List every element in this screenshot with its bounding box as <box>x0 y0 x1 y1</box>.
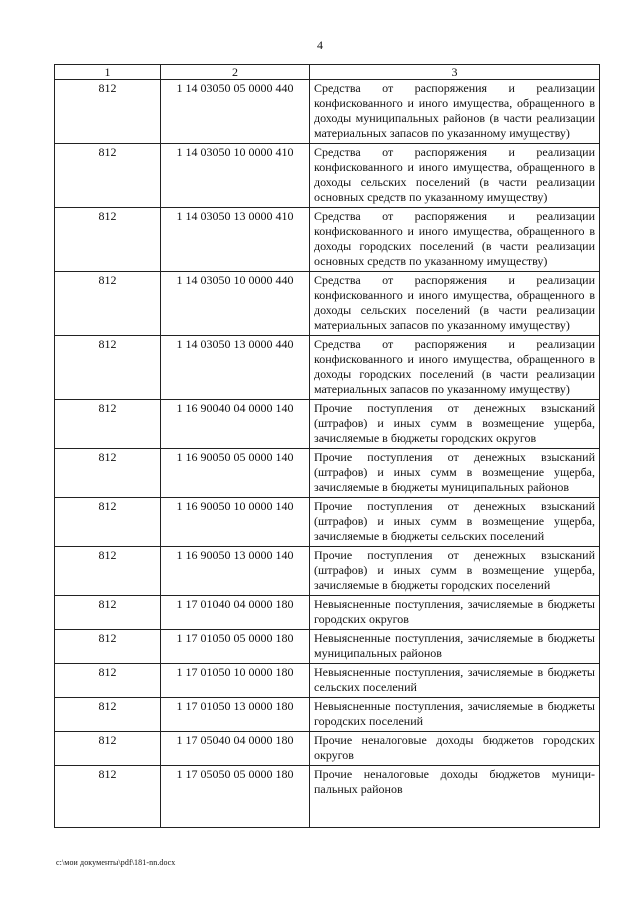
admin-code-cell: 812 <box>55 144 161 208</box>
revenue-code-cell: 1 17 01050 13 0000 180 <box>161 698 310 732</box>
admin-code-cell: 812 <box>55 732 161 766</box>
admin-code-cell: 812 <box>55 336 161 400</box>
description-cell: Средства от распоряжения и реализации конфискованного и иного имущества, обращенного в доходы городских поселений (в части реализации основных средств по указанному имуществу) <box>310 208 600 272</box>
admin-code-cell: 812 <box>55 596 161 630</box>
page-number: 4 <box>317 38 323 52</box>
revenue-code-cell: 1 17 01040 04 0000 180 <box>161 596 310 630</box>
description-cell: Прочие неналоговые доходы бюджетов городских округов <box>310 732 600 766</box>
revenue-code-cell: 1 17 05040 04 0000 180 <box>161 732 310 766</box>
table-row <box>55 732 600 766</box>
revenue-code-cell: 1 14 03050 10 0000 410 <box>161 144 310 208</box>
admin-code-cell: 812 <box>55 664 161 698</box>
table-row <box>55 400 600 449</box>
admin-code-cell: 812 <box>55 80 161 144</box>
description-cell: Средства от распоряжения и реализации конфискованного и иного имущества, обращенного в доходы сельских поселений (в части реализации основных средств по указанному имуществу) <box>310 144 600 208</box>
admin-code-cell: 812 <box>55 400 161 449</box>
table-row <box>55 698 600 732</box>
table-row <box>55 336 600 400</box>
revenue-code-cell: 1 16 90050 13 0000 140 <box>161 547 310 596</box>
description-cell: Средства от распоряжения и реализации конфискованного и иного имущества, обращенного в доходы сельских поселений (в части реализации материальных запасов по указанному имуществу) <box>310 272 600 336</box>
description-cell: Средства от распоряжения и реализации конфискованного и иного имущества, обращенного в доходы городских поселений (в части реализации материальных запасов по указанному имуществу) <box>310 336 600 400</box>
description-cell: Невыясненные поступления, зачисляемые в бюджеты городских округов <box>310 596 600 630</box>
admin-code-cell: 812 <box>55 449 161 498</box>
table-row <box>55 272 600 336</box>
table-row <box>55 208 600 272</box>
table-header-row <box>55 65 600 80</box>
table-row <box>55 664 600 698</box>
table-row <box>55 449 600 498</box>
admin-code-cell: 812 <box>55 547 161 596</box>
table-row <box>55 498 600 547</box>
revenue-code-cell: 1 16 90050 05 0000 140 <box>161 449 310 498</box>
admin-code-cell: 812 <box>55 698 161 732</box>
revenue-code-cell: 1 14 03050 05 0000 440 <box>161 80 310 144</box>
revenue-code-cell: 1 17 05050 05 0000 180 <box>161 766 310 828</box>
revenue-code-cell: 1 16 90040 04 0000 140 <box>161 400 310 449</box>
description-cell: Невыясненные поступления, зачисляемые в бюджеты городских поселений <box>310 698 600 732</box>
revenue-codes-table <box>54 64 600 828</box>
revenue-code-cell: 1 14 03050 13 0000 410 <box>161 208 310 272</box>
table-row <box>55 630 600 664</box>
revenue-code-cell: 1 14 03050 10 0000 440 <box>161 272 310 336</box>
description-cell: Прочие поступления от денежных взысканий (штрафов) и иных сумм в возмещение ущерба, зачисляемые в бюджеты городских поселений <box>310 547 600 596</box>
column-header-3: 3 <box>310 65 600 80</box>
column-header-1: 1 <box>55 65 161 80</box>
admin-code-cell: 812 <box>55 498 161 547</box>
revenue-code-cell: 1 17 01050 10 0000 180 <box>161 664 310 698</box>
description-cell: Прочие поступления от денежных взысканий (штрафов) и иных сумм в возмещение ущерба, зачисляемые в бюджеты городских округов <box>310 400 600 449</box>
table-row <box>55 547 600 596</box>
description-cell: Прочие поступления от денежных взысканий (штрафов) и иных сумм в возмещение ущерба, зачисляемые в бюджеты муниципальных районов <box>310 449 600 498</box>
admin-code-cell: 812 <box>55 630 161 664</box>
revenue-code-cell: 1 14 03050 13 0000 440 <box>161 336 310 400</box>
table-row <box>55 766 600 828</box>
description-cell: Прочие неналоговые доходы бюджетов муниципальных районов <box>310 766 600 828</box>
column-header-2: 2 <box>161 65 310 80</box>
admin-code-cell: 812 <box>55 272 161 336</box>
description-cell: Невыясненные поступления, зачисляемые в бюджеты муниципальных районов <box>310 630 600 664</box>
revenue-code-cell: 1 17 01050 05 0000 180 <box>161 630 310 664</box>
revenue-code-cell: 1 16 90050 10 0000 140 <box>161 498 310 547</box>
table-row <box>55 596 600 630</box>
admin-code-cell: 812 <box>55 208 161 272</box>
description-cell: Невыясненные поступления, зачисляемые в бюджеты сельских поселений <box>310 664 600 698</box>
footer-file-path: c:\мои документы\pdf\181-nn.docx <box>56 858 176 867</box>
description-cell: Прочие поступления от денежных взысканий (штрафов) и иных сумм в возмещение ущерба, зачисляемые в бюджеты сельских поселений <box>310 498 600 547</box>
table-row <box>55 80 600 144</box>
description-cell: Средства от распоряжения и реализации конфискованного и иного имущества, обращенного в доходы муниципальных районов (в части реализации материальных запасов по указанному имуществу) <box>310 80 600 144</box>
table-row <box>55 144 600 208</box>
admin-code-cell: 812 <box>55 766 161 828</box>
